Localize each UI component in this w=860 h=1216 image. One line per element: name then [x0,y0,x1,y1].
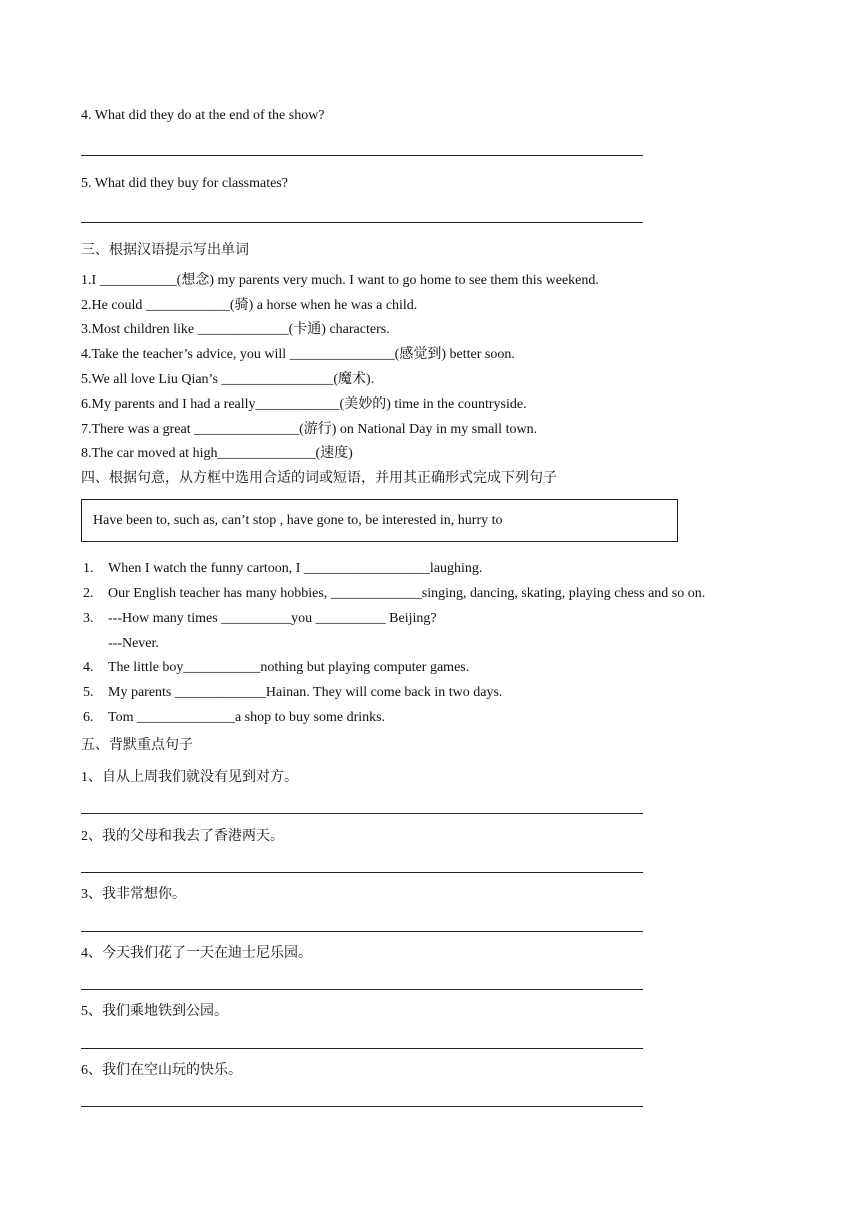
answer-line [81,222,643,223]
answer-line [81,872,643,873]
section-5-item: 5、我们乘地铁到公园。 [81,1004,228,1019]
section-5-item: 3、我非常想你。 [81,887,186,902]
section-4-item: The little boy___________nothing but playing computer games. [108,660,470,675]
section-3-item: 6.My parents and I had a really____________(美妙的) time in the countryside. [81,397,527,412]
answer-line [81,989,643,990]
section-4-item: My parents _____________Hainan. They will come back in two days. [108,685,503,700]
section-4-item: Tom ______________a shop to buy some drinks. [108,710,386,725]
answer-line [81,155,643,156]
section-3-item: 3.Most children like _____________(卡通) characters. [81,322,390,337]
item-number: 3. [83,611,94,626]
section-5-item: 2、我的父母和我去了香港两天。 [81,829,284,844]
section-4-heading: 四、根据句意，从方框中选用合适的词或短语，并用其正确形式完成下列句子 [81,471,557,486]
section-4-item: When I watch the funny cartoon, I __________________laughing. [108,561,483,576]
answer-line [81,931,643,932]
question-4: 4. What did they do at the end of the show? [81,108,325,123]
section-3-item: 4.Take the teacher’s advice, you will _______________(感觉到) better soon. [81,347,515,362]
section-5-heading: 五、背默重点句子 [81,738,193,753]
word-box-text: Have been to, such as, can’t stop , have gone to, be interested in, hurry to [93,513,503,528]
section-4-item-answer: ---Never. [108,636,159,651]
section-3-item: 7.There was a great _______________(游行) on National Day in my small town. [81,422,538,437]
item-number: 5. [83,685,94,700]
answer-line [81,1106,643,1107]
answer-line [81,813,643,814]
item-number: 6. [83,710,94,725]
question-5: 5. What did they buy for classmates? [81,176,288,191]
section-5-item: 1、自从上周我们就没有见到对方。 [81,770,298,785]
section-3-heading: 三、根据汉语提示写出单词 [81,243,249,258]
section-5-item: 6、我们在空山玩的快乐。 [81,1063,242,1078]
section-3-item: 5.We all love Liu Qian’s ________________(魔术). [81,372,375,387]
section-4-item: ---How many times __________you __________ Beijing? [108,611,437,626]
section-4-item: Our English teacher has many hobbies, _____________singing, dancing, skating, playing chess and so on. [108,586,706,601]
item-number: 4. [83,660,94,675]
item-number: 1. [83,561,94,576]
section-3-item: 1.I ___________(想念) my parents very much. I want to go home to see them this weekend. [81,273,599,288]
word-box [81,499,678,542]
section-5-item: 4、今天我们花了一天在迪士尼乐园。 [81,946,312,961]
item-number: 2. [83,586,94,601]
answer-line [81,1048,643,1049]
section-3-item: 8.The car moved at high______________(速度) [81,446,353,461]
section-3-item: 2.He could ____________(骑) a horse when he was a child. [81,298,418,313]
